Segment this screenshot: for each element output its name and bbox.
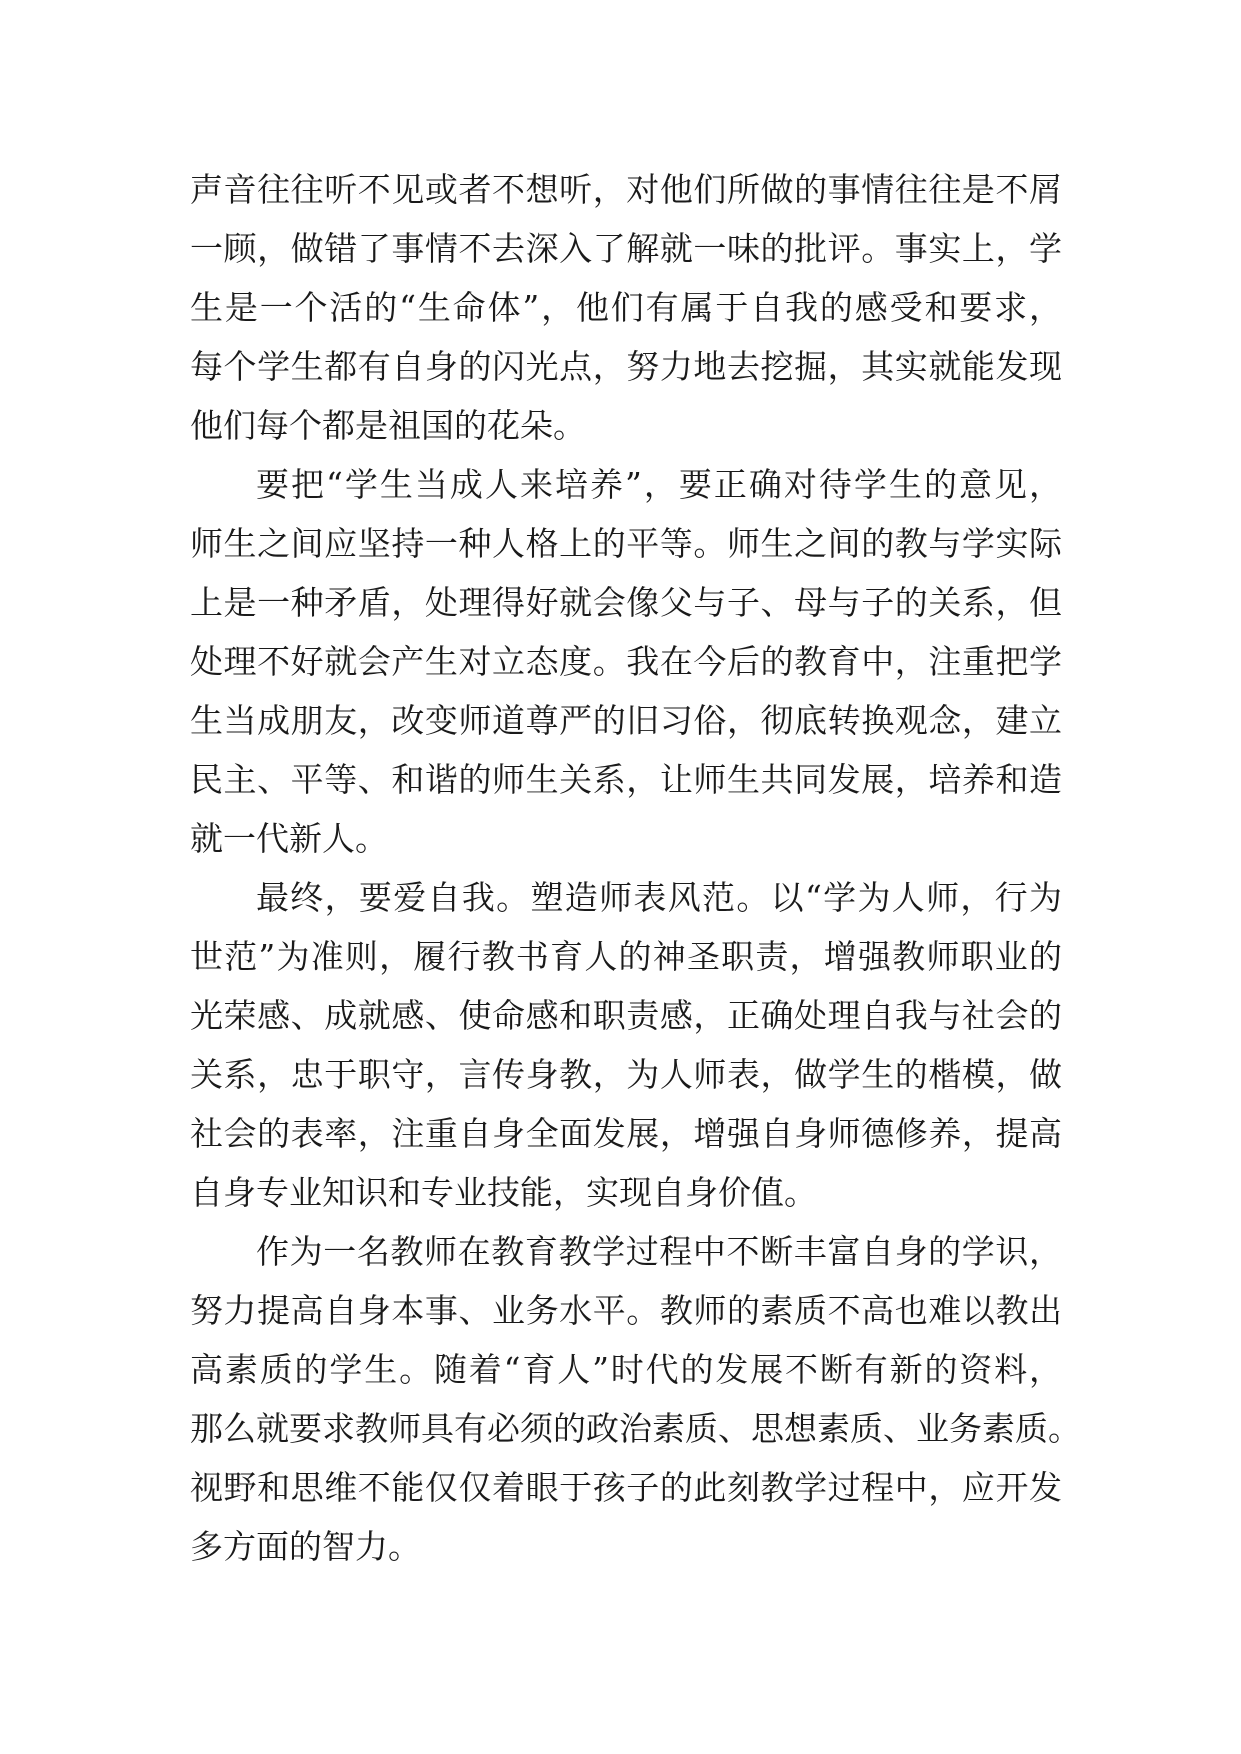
text-line: 社会的表率，注重自身全面发展，增强自身师德修养，提高 <box>190 1114 1062 1153</box>
text-line: 自身专业知识和专业技能，实现自身价值。 <box>190 1173 817 1212</box>
text-line: 就一代新人。 <box>190 819 388 858</box>
text-line: 作为一名教师在教育教学过程中不断丰富自身的学识， <box>256 1232 1062 1271</box>
text-line: 每个学生都有自身的闪光点，努力地去挖掘，其实就能发现 <box>190 347 1062 386</box>
text-line: 光荣感、成就感、使命感和职责感，正确处理自我与社会的 <box>190 996 1062 1035</box>
text-line: 上是一种矛盾，处理得好就会像父与子、母与子的关系，但 <box>190 583 1062 622</box>
text-line: 师生之间应坚持一种人格上的平等。师生之间的教与学实际 <box>190 524 1062 563</box>
text-line: 生当成朋友，改变师道尊严的旧习俗，彻底转换观念，建立 <box>190 701 1062 740</box>
paragraph-2 <box>190 455 1062 868</box>
text-line: 一顾，做错了事情不去深入了解就一味的批评。事实上，学 <box>190 229 1062 268</box>
text-line: 关系，忠于职守，言传身教，为人师表，做学生的楷模，做 <box>190 1055 1062 1094</box>
text-line: 他们每个都是祖国的花朵。 <box>190 406 586 445</box>
text-line: 生是一个活的“生命体”，他们有属于自我的感受和要求， <box>190 288 1062 327</box>
text-line: 努力提高自身本事、业务水平。教师的素质不高也难以教出 <box>190 1291 1062 1330</box>
text-line: 世范”为准则，履行教书育人的神圣职责，增强教师职业的 <box>190 937 1062 976</box>
paragraph-4 <box>190 1222 1081 1576</box>
paragraph-3 <box>190 868 1062 1222</box>
document-body <box>190 160 1081 1576</box>
text-line: 那么就要求教师具有必须的政治素质、思想素质、业务素质。 <box>190 1409 1081 1448</box>
text-line: 声音往往听不见或者不想听，对他们所做的事情往往是不屑 <box>190 170 1062 209</box>
paragraph-1 <box>190 160 1062 455</box>
text-line: 视野和思维不能仅仅着眼于孩子的此刻教学过程中，应开发 <box>190 1468 1062 1507</box>
text-line: 高素质的学生。随着“育人”时代的发展不断有新的资料， <box>190 1350 1062 1389</box>
text-line: 民主、平等、和谐的师生关系，让师生共同发展，培养和造 <box>190 760 1062 799</box>
text-line: 处理不好就会产生对立态度。我在今后的教育中，注重把学 <box>190 642 1062 681</box>
text-line: 最终，要爱自我。塑造师表风范。以“学为人师，行为 <box>256 878 1062 917</box>
text-line: 要把“学生当成人来培养”，要正确对待学生的意见， <box>256 465 1062 504</box>
text-line: 多方面的智力。 <box>190 1527 421 1566</box>
